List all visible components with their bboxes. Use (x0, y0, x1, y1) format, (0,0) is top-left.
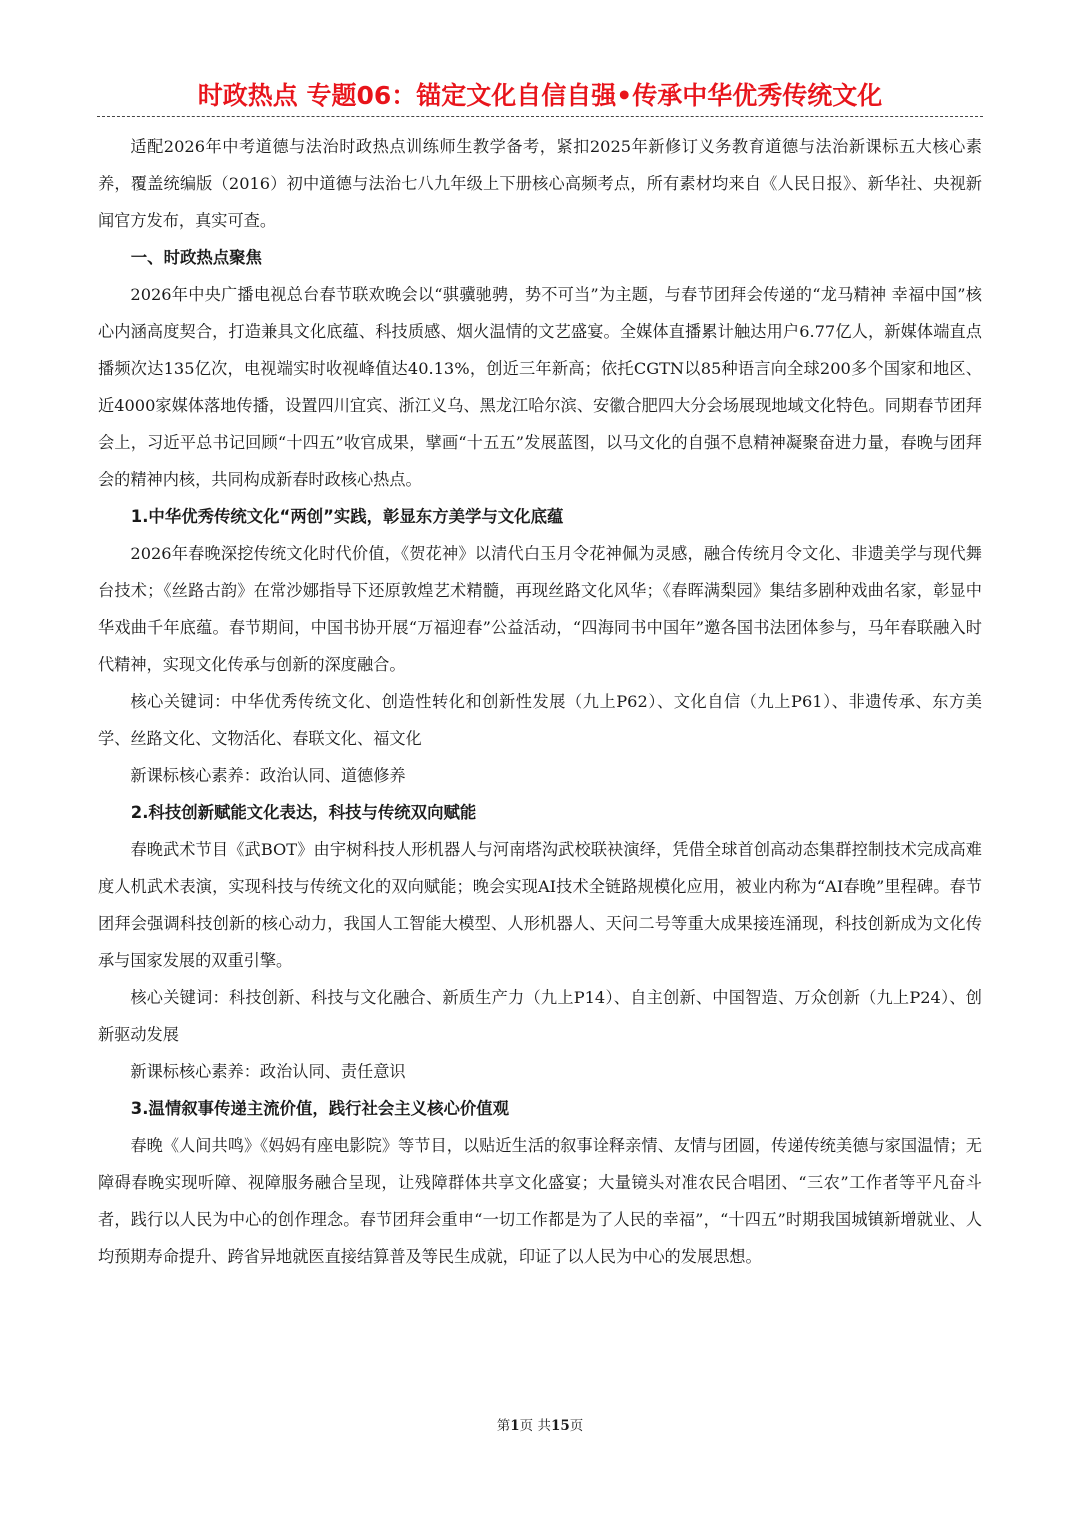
current-page-number: 1 (510, 1418, 520, 1434)
keywords-paragraph: 核心关键词：科技创新、科技与文化融合、新质生产力（九上P14）、自主创新、中国智造、万众创新（九上P24）、创新驱动发展 (98, 988, 982, 1044)
literacy-paragraph: 新课标核心素养：政治认同、道德修养 (130, 766, 406, 785)
body-paragraph: 2026年中央广播电视总台春节联欢晚会以“骐骥驰骋，势不可当”为主题，与春节团拜会传递的“龙马精神 幸福中国”核心内涵高度契合，打造兼具文化底蕴、科技质感、烟火温情的文艺盛宴。全媒体直播累计触达用户6.77亿人，新媒体端直点播频次达135亿次，电视端实时收视峰值达40.13%，创近三年新高；依托CGTN以85种语言向全球200多个国家和地区、近4000家媒体落地传播，设置四川宜宾、浙江义乌、黑龙江哈尔滨、安徽合肥四大分会场展现地域文化特色。同期春节团拜会上，习近平总书记回顾“十四五”收官成果，擘画“十五五”发展蓝图，以马文化的自强不息精神凝聚奋进力量，春晚与团拜会的精神内核，共同构成新春时政核心热点。 (98, 285, 982, 489)
footer-suffix: 页 (569, 1418, 584, 1434)
subsection-heading: 2.科技创新赋能文化表达，科技与传统双向赋能 (130, 803, 477, 822)
footer-middle: 页 共 (519, 1418, 551, 1434)
literacy-paragraph: 新课标核心素养：政治认同、责任意识 (130, 1062, 406, 1081)
keywords-paragraph: 核心关键词：中华优秀传统文化、创造性转化和创新性发展（九上P62）、文化自信（九上P61）、非遗传承、东方美学、丝路文化、文物活化、春联文化、福文化 (98, 692, 982, 748)
document-title: 时政热点 专题06：锚定文化自信自强•传承中华优秀传统文化 (197, 81, 883, 110)
footer-prefix: 第 (496, 1418, 511, 1434)
subsection-heading: 3.温情叙事传递主流价值，践行社会主义核心价值观 (130, 1099, 510, 1118)
document-body (98, 128, 982, 1275)
section-heading: 一、时政热点聚焦 (130, 248, 262, 267)
header-divider (97, 116, 983, 117)
body-paragraph: 2026年春晚深挖传统文化时代价值，《贺花神》以清代白玉月令花神佩为灵感，融合传统月令文化、非遗美学与现代舞台技术；《丝路古韵》在常沙娜指导下还原敦煌艺术精髓，再现丝路文化风华；《春晖满梨园》集结多剧种戏曲名家，彰显中华戏曲千年底蕴。春节期间，中国书协开展“万福迎春”公益活动，“四海同书中国年”邀各国书法团体参与，马年春联融入时代精神，实现文化传承与创新的深度融合。 (98, 544, 982, 674)
intro-paragraph: 适配2026年中考道德与法治时政热点训练师生教学备考，紧扣2025年新修订义务教育道德与法治新课标五大核心素养，覆盖统编版（2016）初中道德与法治七八九年级上下册核心高频考点，所有素材均来自《人民日报》、新华社、央视新闻官方发布，真实可查。 (98, 137, 982, 230)
page-footer (0, 1416, 1080, 1436)
total-page-count: 15 (550, 1418, 570, 1434)
body-paragraph: 春晚《人间共鸣》《妈妈有座电影院》等节目，以贴近生活的叙事诠释亲情、友情与团圆，传递传统美德与家国温情；无障碍春晚实现听障、视障服务融合呈现，让残障群体共享文化盛宴；大量镜头对准农民合唱团、“三农”工作者等平凡奋斗者，践行以人民为中心的创作理念。春节团拜会重申“一切工作都是为了人民的幸福”，“十四五”时期我国城镇新增就业、人均预期寿命提升、跨省异地就医直接结算普及等民生成就，印证了以人民为中心的发展思想。 (98, 1136, 982, 1266)
body-paragraph: 春晚武术节目《武BOT》由宇树科技人形机器人与河南塔沟武校联袂演绎，凭借全球首创高动态集群控制技术完成高难度人机武术表演，实现科技与传统文化的双向赋能；晚会实现AI技术全链路规模化应用，被业内称为“AI春晚”里程碑。春节团拜会强调科技创新的核心动力，我国人工智能大模型、人形机器人、天问二号等重大成果接连涌现，科技创新成为文化传承与国家发展的双重引擎。 (98, 840, 982, 970)
subsection-heading: 1.中华优秀传统文化“两创”实践，彰显东方美学与文化底蕴 (130, 507, 564, 526)
